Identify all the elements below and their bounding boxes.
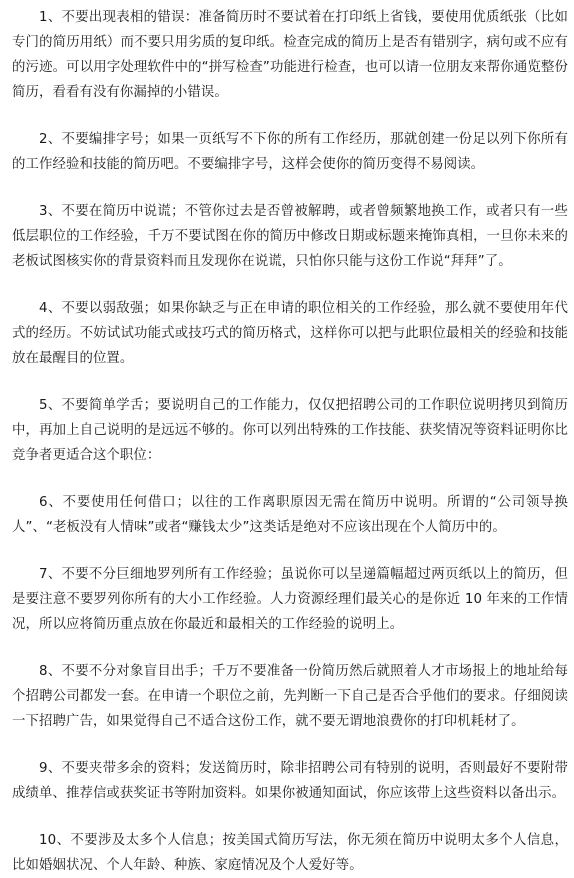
paragraph-1: 1、不要出现表相的错误：准备简历时不要试着在打印纸上省钱，要使用优质纸张（比如专门的简历用纸）而不要只用劣质的复印纸。检查完成的简历上是否有错别字，病句或不应有的污迹。可以用字处理软件中的“拼写检查”功能进行检查，也可以请一位朋友来帮你通览整份简历，看看有没有你漏掉的小错误。 [12, 10, 568, 100]
paragraph-8: 8、不要不分对象盲目出手；千万不要准备一份简历然后就照着人才市场报上的地址给每个招聘公司都发一套。在申请一个职位之前，先判断一下自己是否合乎他们的要求。仔细阅读一下招聘广告，如果觉得自己不适合这份工作，就不要无谓地浪费你的打印机耗材了。 [12, 664, 568, 729]
paragraph-gap [12, 637, 568, 659]
paragraph-gap [12, 274, 568, 296]
paragraph-4: 4、不要以弱敌强；如果你缺乏与正在申请的职位相关的工作经验，那么就不要使用年代式的经历。不妨试试功能式或技巧式的简历格式，这样你可以把与此职位最相关的经验和技能放在最醒目的位置。 [12, 301, 568, 366]
paragraph-gap [12, 734, 568, 756]
paragraph-3: 3、不要在简历中说谎；不管你过去是否曾被解聘，或者曾频繁地换工作，或者只有一些低层职位的工作经验，千万不要试图在你的简历中修改日期或标题来掩饰真相，一旦你未来的老板试图核实你的背景资料而且发现你在说谎，只怕你只能与这份工作说“拜拜”了。 [12, 204, 568, 269]
paragraph-5: 5、不要简单学舌；要说明自己的工作能力，仅仅把招聘公司的工作职位说明拷贝到简历中，再加上自己说明的是远远不够的。你可以列出特殊的工作技能、获奖情况等资料证明你比竞争者更适合这个职位： [12, 398, 568, 463]
paragraph-10: 10、不要涉及太多个人信息；按美国式简历写法，你无须在简历中说明太多个人信息，比如婚姻状况、个人年龄、种族、家庭情况及个人爱好等。 [12, 833, 568, 873]
paragraph-gap [12, 806, 568, 828]
paragraph-gap [12, 177, 568, 199]
paragraph-gap [12, 540, 568, 562]
paragraph-6: 6、不要使用任何借口；以往的工作离职原因无需在简历中说明。所谓的“公司领导换人”、“老板没有人情味”或者“赚钱太少”这类话是绝对不应该出现在个人简历中的。 [12, 495, 568, 535]
paragraph-gap [12, 371, 568, 393]
paragraph-2: 2、不要编排字号；如果一页纸写不下你的所有工作经历，那就创建一份足以列下你所有的工作经验和技能的简历吧。不要编排字号，这样会使你的简历变得不易阅读。 [12, 132, 568, 172]
paragraph-gap [12, 468, 568, 490]
paragraph-7: 7、不要不分巨细地罗列所有工作经验；虽说你可以呈递篇幅超过两页纸以上的简历，但是要注意不要罗列你所有的大小工作经验。人力资源经理们最关心的是你近 10 年来的工作情况，所以应将简历重点放在你最近和最相关的工作经验的说明上。 [12, 567, 568, 632]
paragraph-9: 9、不要夹带多余的资料；发送简历时，除非招聘公司有特别的说明，否则最好不要附带成绩单、推荐信或获奖证书等附加资料。如果你被通知面试，你应该带上这些资料以备出示。 [12, 761, 568, 801]
paragraph-gap [12, 105, 568, 127]
